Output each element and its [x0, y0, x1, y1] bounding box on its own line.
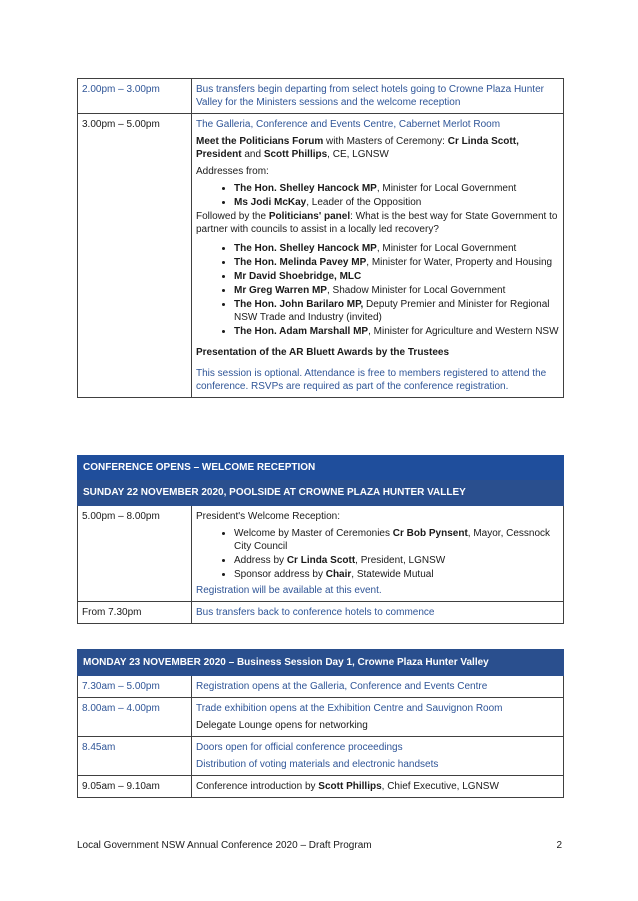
forum-text [196, 135, 559, 161]
speaker-name: The Hon. Shelley Hancock MP [234, 243, 377, 254]
table-row [78, 602, 564, 624]
speaker-role: , Mayor, Cessnock City Council [234, 528, 551, 552]
speaker-role: , Shadow Minister for Local Government [326, 285, 506, 296]
list-item [234, 242, 559, 255]
speaker-name: Cr Bob Pynsent [392, 528, 468, 539]
list-item [234, 325, 559, 338]
list-item [234, 527, 559, 553]
section-title: MONDAY 23 NOVEMBER 2020 – Business Session Day 1, Crowne Plaza Hunter Valley [78, 650, 564, 676]
event-cell: Bus transfers begin departing from select hotels going to Crowne Plaza Hunter Valley for the Ministers sessions and the welcome reception [192, 79, 564, 114]
speaker-name: Cr Linda Scott [286, 555, 356, 566]
event-line: Doors open for official conference proceedings [196, 742, 403, 753]
panel-intro [196, 210, 559, 236]
item-text: Address by [234, 555, 287, 566]
item-text: Sponsor address by [234, 569, 326, 580]
time-cell: 2.00pm – 3.00pm [78, 79, 192, 114]
venue-text: The Galleria, Conference and Events Centre, Cabernet Merlot Room [196, 119, 501, 130]
section-subheader [78, 480, 564, 506]
section-header [78, 456, 564, 480]
list-item [234, 270, 559, 283]
speaker-role: , Minister for Local Government [376, 183, 517, 194]
schedule-table-monday [77, 649, 564, 798]
event-cell [192, 698, 564, 737]
speaker-role: , Statewide Mutual [351, 569, 434, 580]
time-cell: 5.00pm – 8.00pm [78, 506, 192, 602]
addresses-list [196, 182, 559, 209]
event-cell [192, 737, 564, 776]
table-row [78, 776, 564, 798]
list-item [234, 196, 559, 209]
item-text: Welcome by Master of Ceremonies [234, 528, 393, 539]
section-title: CONFERENCE OPENS – WELCOME RECEPTION [78, 456, 564, 480]
list-item [234, 554, 559, 567]
schedule-table-welcome-reception [77, 455, 564, 624]
awards-text: Presentation of the AR Bluett Awards by the Trustees [196, 347, 450, 358]
speaker-role: , Minister for Agriculture and Western NSW [368, 326, 559, 337]
registration-note: Registration will be available at this event. [196, 585, 382, 596]
speaker-role: Deputy Premier and Minister for Regional NSW Trade and Industry (invited) [234, 299, 550, 323]
optional-note: This session is optional. Attendance is free to members registered to attend the conference. RSVPs are required as part of the conference registration. [196, 368, 547, 392]
speaker-name: Mr David Shoebridge, MLC [234, 271, 362, 282]
page-footer [77, 840, 564, 851]
mc-name-1: Cr Linda Scott, President [196, 136, 519, 160]
item-text: Conference introduction by [196, 781, 319, 792]
forum-and: and [241, 149, 264, 160]
section-header [78, 650, 564, 676]
list-item [234, 568, 559, 581]
time-cell: 8.00am – 4.00pm [78, 698, 192, 737]
time-cell: 3.00pm – 5.00pm [78, 114, 192, 398]
event-line: Trade exhibition opens at the Exhibition Centre and Sauvignon Room [196, 703, 503, 714]
speaker-role: , Minister for Water, Property and Housing [366, 257, 553, 268]
table-row [78, 79, 564, 114]
table-row [78, 676, 564, 698]
panel-title: Politicians' panel [268, 211, 351, 222]
table-row [78, 506, 564, 602]
speaker-name: The Hon. Melinda Pavey MP [234, 257, 367, 268]
panel-intro-a: Followed by the [196, 211, 269, 222]
page-number: 2 [556, 840, 562, 851]
list-item [234, 182, 559, 195]
event-line: Delegate Lounge opens for networking [196, 720, 368, 731]
mc-role-2: , CE, LGNSW [327, 149, 389, 160]
table-row [78, 737, 564, 776]
speaker-name: The Hon. John Barilaro MP, [234, 299, 364, 310]
event-cell [192, 776, 564, 798]
time-cell: 8.45am [78, 737, 192, 776]
mc-name-2: Scott Phillips [263, 149, 328, 160]
reception-title: President's Welcome Reception: [196, 511, 341, 522]
list-item [234, 284, 559, 297]
forum-connector: with Masters of Ceremony: [323, 136, 448, 147]
section-subtitle: SUNDAY 22 NOVEMBER 2020, POOLSIDE AT CROWNE PLAZA HUNTER VALLEY [78, 480, 564, 506]
panel-question: : What is the best way for State Government to partner with councils to assist in a locally led recovery? [196, 211, 558, 235]
speaker-role: , Leader of the Opposition [306, 197, 422, 208]
event-line: Distribution of voting materials and electronic handsets [196, 759, 439, 770]
speaker-name: Scott Phillips [318, 781, 382, 792]
speaker-name: Mr Greg Warren MP [234, 285, 327, 296]
forum-title: Meet the Politicians Forum [196, 136, 324, 147]
reception-list [196, 527, 559, 581]
panel-list [196, 242, 559, 338]
time-cell: 7.30am – 5.00pm [78, 676, 192, 698]
footer-title: Local Government NSW Annual Conference 2020 – Draft Program [77, 840, 372, 851]
speaker-name: The Hon. Adam Marshall MP [234, 326, 369, 337]
table-row [78, 698, 564, 737]
event-cell [192, 506, 564, 602]
speaker-name: Chair [325, 569, 352, 580]
speaker-role: , Minister for Local Government [376, 243, 517, 254]
speaker-role: , President, LGNSW [355, 555, 446, 566]
list-item [234, 298, 559, 324]
schedule-table-sunday-afternoon [77, 78, 564, 398]
event-cell [192, 114, 564, 398]
time-cell: From 7.30pm [78, 602, 192, 624]
speaker-role: , Chief Executive, LGNSW [381, 781, 499, 792]
event-cell: Bus transfers back to conference hotels to commence [192, 602, 564, 624]
list-item [234, 256, 559, 269]
addresses-label: Addresses from: [196, 166, 269, 177]
time-cell: 9.05am – 9.10am [78, 776, 192, 798]
speaker-name: Ms Jodi McKay [234, 197, 307, 208]
event-cell: Registration opens at the Galleria, Conference and Events Centre [192, 676, 564, 698]
table-row [78, 114, 564, 398]
speaker-name: The Hon. Shelley Hancock MP [234, 183, 377, 194]
